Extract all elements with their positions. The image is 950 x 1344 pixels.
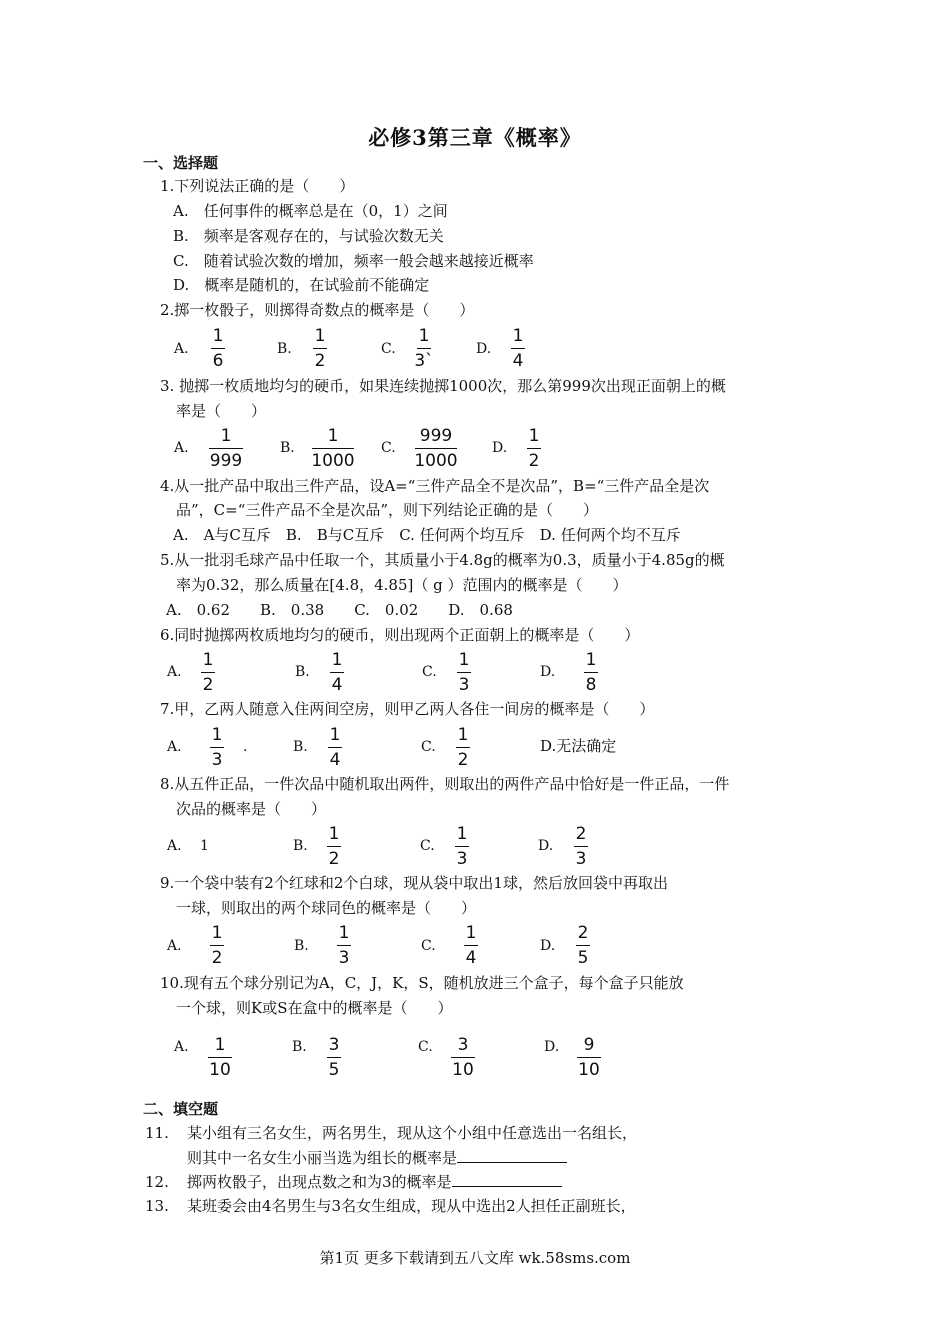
question-8-label-c: C. bbox=[420, 838, 435, 854]
question-8-stem-line-1: 8.从五件正品，一件次品中随机取出两件，则取出的两件产品中恰好是一件正品，一件 bbox=[160, 775, 730, 793]
fraction-numerator: 1 bbox=[329, 725, 341, 745]
question-2-label-b: B. bbox=[277, 341, 292, 357]
question-10-fraction-c bbox=[433, 1035, 493, 1080]
question-12-text: 掷两枚骰子，出现点数之和为3的概率是 bbox=[187, 1173, 452, 1191]
question-11-line-2 bbox=[187, 1147, 567, 1169]
question-10-label-d: D. bbox=[544, 1039, 560, 1055]
question-5-options: A. 0.62 B. 0.38 C. 0.02 D. 0.68 bbox=[166, 601, 513, 619]
fraction-denominator: 5 bbox=[577, 948, 589, 968]
question-3-fraction-d bbox=[504, 426, 564, 471]
question-6-label-b: B. bbox=[295, 664, 310, 680]
question-6-fraction-b bbox=[307, 650, 367, 695]
question-11-line-1: 某小组有三名女生，两名男生，现从这个小组中任意选出一名组长， bbox=[187, 1124, 638, 1142]
question-1-option-c: C. 随着试验次数的增加，频率一般会越来越接近概率 bbox=[173, 252, 534, 270]
fraction-numerator: 3 bbox=[328, 1035, 340, 1055]
question-9-stem-line-2: 一球，则取出的两个球同色的概率是（ ） bbox=[176, 899, 477, 917]
fraction-denominator: 4 bbox=[329, 750, 341, 770]
fraction-numerator: 1 bbox=[327, 426, 339, 446]
section-heading-choice: 一、选择题 bbox=[143, 154, 219, 172]
fraction-numerator: 1 bbox=[465, 923, 477, 943]
question-4-options: A. A与C互斥 B. B与C互斥 C. 任何两个均互斥 D. 任何两个均不互斥 bbox=[173, 526, 681, 544]
question-8-value-a: 1 bbox=[200, 838, 209, 854]
question-11-text: 则其中一名女生小丽当选为组长的概率是 bbox=[187, 1149, 458, 1167]
question-10-label-a: A. bbox=[174, 1039, 189, 1055]
fraction-numerator: 3 bbox=[457, 1035, 469, 1055]
question-4-stem-line-1: 4.从一批产品中取出三件产品，设A=“三件产品全不是次品”，B=“三件产品全是次 bbox=[160, 477, 710, 495]
question-2-label-d: D. bbox=[476, 341, 492, 357]
question-7-label-a: A. bbox=[167, 739, 182, 755]
question-8-label-a: A. bbox=[167, 838, 182, 854]
question-3-fraction-a bbox=[196, 426, 256, 471]
question-10-fraction-d bbox=[559, 1035, 619, 1080]
question-3-label-b: B. bbox=[280, 440, 295, 456]
page-footer: 第1页 更多下载请到五八文库 wk.58sms.com bbox=[319, 1249, 631, 1267]
question-6-label-d: D. bbox=[540, 664, 556, 680]
fraction-numerator: 9 bbox=[583, 1035, 595, 1055]
question-7-label-c: C. bbox=[421, 739, 436, 755]
fraction-denominator: 3 bbox=[458, 675, 470, 695]
fraction-denominator: 1000 bbox=[311, 451, 355, 471]
question-7-stem: 7.甲，乙两人随意入住两间空房，则甲乙两人各住一间房的概率是（ ） bbox=[160, 700, 655, 718]
question-8-label-b: B. bbox=[293, 838, 308, 854]
question-9-fraction-b bbox=[314, 923, 374, 968]
fraction-denominator: 3 bbox=[338, 948, 350, 968]
fraction-denominator: 6 bbox=[212, 351, 224, 371]
question-4-stem-line-2: 品”，C=“三件产品不全是次品”，则下列结论正确的是（ ） bbox=[176, 501, 599, 519]
fraction-numerator: 1 bbox=[338, 923, 350, 943]
question-5-stem-line-1: 5.从一批羽毛球产品中任取一个，其质量小于4.8g的概率为0.3，质量小于4.85g的概 bbox=[160, 551, 725, 569]
question-6-fraction-c bbox=[434, 650, 494, 695]
question-2-label-c: C. bbox=[381, 341, 396, 357]
fraction-denominator: 2 bbox=[202, 675, 214, 695]
fraction-denominator: 999 bbox=[209, 451, 243, 471]
question-1-option-a: A. 任何事件的概率总是在（0，1）之间 bbox=[173, 202, 448, 220]
fraction-numerator: 1 bbox=[211, 923, 223, 943]
fraction-numerator: 1 bbox=[456, 824, 468, 844]
question-12-answer-blank[interactable] bbox=[452, 1172, 562, 1187]
question-7-fraction-c bbox=[433, 725, 493, 770]
fraction-denominator: 3 bbox=[211, 750, 223, 770]
question-11-answer-blank[interactable] bbox=[457, 1148, 567, 1163]
question-6-fraction-d bbox=[561, 650, 621, 695]
fraction-numerator: 1 bbox=[585, 650, 597, 670]
question-12-number: 12. bbox=[145, 1173, 169, 1191]
fraction-denominator: 2 bbox=[457, 750, 469, 770]
question-1-stem: 1.下列说法正确的是（ ） bbox=[160, 177, 355, 195]
fraction-denominator: 4 bbox=[331, 675, 343, 695]
fraction-denominator: 10 bbox=[578, 1060, 600, 1080]
fraction-denominator: 8 bbox=[585, 675, 597, 695]
fraction-denominator: 2 bbox=[528, 451, 540, 471]
question-2-fraction-d bbox=[488, 326, 548, 371]
fraction-numerator: 1 bbox=[418, 326, 430, 346]
fraction-numerator: 1 bbox=[331, 650, 343, 670]
fraction-denominator: 2 bbox=[211, 948, 223, 968]
fraction-numerator: 1 bbox=[528, 426, 540, 446]
question-9-fraction-d bbox=[553, 923, 613, 968]
fraction-denominator: 2 bbox=[314, 351, 326, 371]
question-9-fraction-a bbox=[187, 923, 247, 968]
question-10-fraction-b bbox=[304, 1035, 364, 1080]
question-6-fraction-a bbox=[178, 650, 238, 695]
question-1-option-d: D. 概率是随机的，在试验前不能确定 bbox=[173, 276, 430, 294]
question-9-label-d: D. bbox=[540, 938, 556, 954]
question-7-dot: . bbox=[243, 739, 248, 755]
fraction-numerator: 1 bbox=[314, 326, 326, 346]
question-9-stem-line-1: 9.一个袋中装有2个红球和2个白球，现从袋中取出1球，然后放回袋中再取出 bbox=[160, 874, 668, 892]
question-8-fraction-d bbox=[551, 824, 611, 869]
fraction-denominator: 10 bbox=[209, 1060, 231, 1080]
question-9-fraction-c bbox=[441, 923, 501, 968]
question-3-stem-line-1: 3. 抛掷一枚质地均匀的硬币，如果连续抛掷1000次，那么第999次出现正面朝上的概 bbox=[160, 377, 726, 395]
question-3-fraction-b bbox=[303, 426, 363, 471]
fraction-numerator: 1 bbox=[457, 725, 469, 745]
fraction-numerator: 1 bbox=[220, 426, 232, 446]
question-3-stem-line-2: 率是（ ） bbox=[176, 402, 267, 420]
question-2-stem: 2.掷一枚骰子，则掷得奇数点的概率是（ ） bbox=[160, 301, 475, 319]
question-6-stem: 6.同时抛掷两枚质地均匀的硬币，则出现两个正面朝上的概率是（ ） bbox=[160, 626, 640, 644]
question-6-label-a: A. bbox=[167, 664, 182, 680]
fraction-numerator: 1 bbox=[211, 725, 223, 745]
fraction-numerator: 2 bbox=[577, 923, 589, 943]
question-9-label-c: C. bbox=[421, 938, 436, 954]
fraction-numerator: 1 bbox=[202, 650, 214, 670]
question-2-label-a: A. bbox=[174, 341, 189, 357]
question-12-line-1 bbox=[187, 1171, 562, 1193]
question-10-fraction-a bbox=[190, 1035, 250, 1080]
fraction-numerator: 1 bbox=[212, 326, 224, 346]
question-3-label-a: A. bbox=[174, 440, 189, 456]
question-2-fraction-c bbox=[394, 326, 454, 371]
question-8-fraction-c bbox=[432, 824, 492, 869]
fraction-denominator: 2 bbox=[328, 849, 340, 869]
question-7-fraction-b bbox=[305, 725, 365, 770]
question-1-option-b: B. 频率是客观存在的，与试验次数无关 bbox=[173, 227, 444, 245]
question-10-stem-line-2: 一个球，则K或S在盒中的概率是（ ） bbox=[176, 999, 453, 1017]
question-3-label-d: D. bbox=[492, 440, 508, 456]
document-title: 必修3第三章《概率》 bbox=[368, 125, 582, 150]
fraction-numerator: 2 bbox=[575, 824, 587, 844]
question-11-number: 11. bbox=[145, 1124, 169, 1142]
fraction-denominator: 4 bbox=[512, 351, 524, 371]
question-10-label-c: C. bbox=[418, 1039, 433, 1055]
question-7-option-d: D.无法确定 bbox=[540, 737, 617, 755]
question-10-stem-line-1: 10.现有五个球分别记为A，C，J，K，S，随机放进三个盒子，每个盒子只能放 bbox=[160, 974, 684, 992]
fraction-denominator: 3` bbox=[414, 351, 434, 371]
question-6-label-c: C. bbox=[422, 664, 437, 680]
question-8-label-d: D. bbox=[538, 838, 554, 854]
fraction-numerator: 1 bbox=[214, 1035, 226, 1055]
question-7-fraction-a bbox=[187, 725, 247, 770]
section-heading-fill-in: 二、填空题 bbox=[143, 1100, 219, 1118]
question-13-number: 13. bbox=[145, 1197, 169, 1215]
fraction-numerator: 1 bbox=[458, 650, 470, 670]
fraction-denominator: 3 bbox=[456, 849, 468, 869]
fraction-numerator: 999 bbox=[419, 426, 453, 446]
question-3-fraction-c bbox=[406, 426, 466, 471]
fraction-denominator: 3 bbox=[575, 849, 587, 869]
question-2-fraction-a bbox=[188, 326, 248, 371]
question-3-label-c: C. bbox=[381, 440, 396, 456]
question-2-fraction-b bbox=[290, 326, 350, 371]
question-8-stem-line-2: 次品的概率是（ ） bbox=[176, 800, 327, 818]
fraction-denominator: 1000 bbox=[414, 451, 458, 471]
fraction-denominator: 5 bbox=[328, 1060, 340, 1080]
question-9-label-a: A. bbox=[167, 938, 182, 954]
question-10-label-b: B. bbox=[292, 1039, 307, 1055]
question-8-fraction-b bbox=[304, 824, 364, 869]
question-5-stem-line-2: 率为0.32，那么质量在[4.8，4.85]（ g ）范围内的概率是（ ） bbox=[176, 576, 628, 594]
question-9-label-b: B. bbox=[294, 938, 309, 954]
question-7-label-b: B. bbox=[293, 739, 308, 755]
fraction-denominator: 4 bbox=[465, 948, 477, 968]
fraction-denominator: 10 bbox=[452, 1060, 474, 1080]
fraction-numerator: 1 bbox=[512, 326, 524, 346]
fraction-numerator: 1 bbox=[328, 824, 340, 844]
question-13-line-1: 某班委会由4名男生与3名女生组成，现从中选出2人担任正副班长， bbox=[187, 1197, 636, 1215]
